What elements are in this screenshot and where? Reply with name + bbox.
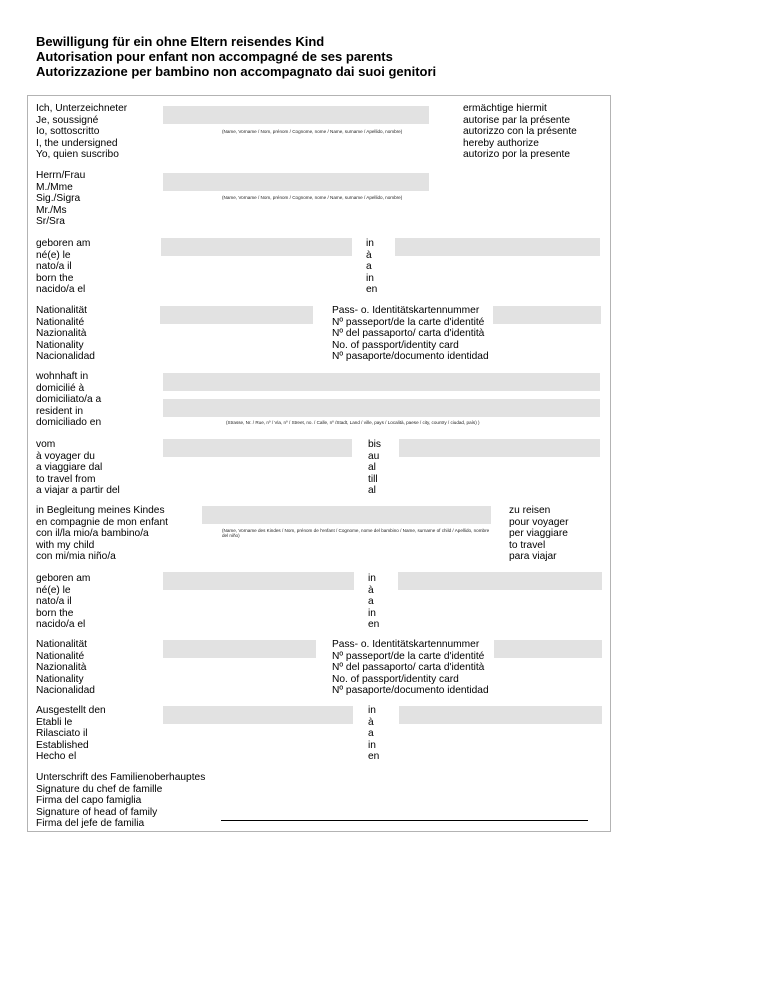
travel-until-label: bis au al till al <box>368 439 382 497</box>
parent-passport-field[interactable] <box>493 306 601 324</box>
guardian-label: Herrn/Frau M./Mme Sig./Sigra Mr./Ms Sr/Sra <box>36 170 86 228</box>
address-hint: (Strasse, Nr. / Rue, nº / Via, nº / Street, no. / Calle, nº /Stadt, Land / ville, pays / Località, paese / city, country / ciudad, país) ) <box>226 420 480 425</box>
undersigned-label: Ich, Unterzeichneter Je, soussigné Io, sottoscritto I, the undersigned Yo, quien suscribo <box>36 103 128 161</box>
child-name-hint: (Name, Vorname des Kindes / Nom, prénom de l'enfant / Cognome, nome del bambino / Name, surname of child / Apellido, nombre del niño) <box>222 528 490 539</box>
title-line-fr: Autorisation pour enfant non accompagné de ses parents <box>36 49 393 64</box>
child-passport-label: Pass- o. Identitätskartennummer Nº passeport/de la carte d'identité Nº del passaporto/ carta d'identità No. of passport/identity card Nº pasaporte/documento identidad <box>332 639 489 697</box>
established-date-field[interactable] <box>163 706 353 724</box>
guardian-name-field[interactable] <box>163 173 429 191</box>
guardian-name-hint: (Name, Vorname / Nom, prénom / Cognome, nome / Name, surname / Apellido, nombre) <box>222 195 403 200</box>
child-passport-field[interactable] <box>494 640 602 658</box>
title-line-it: Autorizzazione per bambino non accompagnato dai suoi genitori <box>36 64 437 79</box>
signature-line[interactable] <box>221 820 588 821</box>
parent-nationality-field[interactable] <box>160 306 313 324</box>
parent-nationality-label: Nationalität Nationalité Nazionalità Nationality Nacionalidad <box>36 305 95 363</box>
child-name-field[interactable] <box>202 506 491 524</box>
parent-born-label: geboren am né(e) le nato/a il born the nacido/a el <box>36 238 91 296</box>
undersigned-name-hint: (Name, Vorname / Nom, prénom / Cognome, nome / Name, surname / Apellido, nombre) <box>222 129 403 134</box>
to-travel-label: zu reisen pour voyager per viaggiare to travel para viajar <box>509 505 569 563</box>
established-label: Ausgestellt den Etabli le Rilasciato il Established Hecho el <box>36 705 106 763</box>
title-line-de: Bewilligung für ein ohne Eltern reisendes Kind <box>36 34 325 49</box>
authorize-label: ermächtige hiermit autorise par la présente autorizzo con la présente hereby authorize autorizo por la presente <box>463 103 577 161</box>
parent-passport-label: Pass- o. Identitätskartennummer Nº passeport/de la carte d'identité Nº del passaporto/ carta d'identità No. of passport/identity card Nº pasaporte/documento identidad <box>332 305 489 363</box>
established-place-field[interactable] <box>399 706 602 724</box>
address-line-2-field[interactable] <box>163 399 600 417</box>
child-nationality-field[interactable] <box>163 640 316 658</box>
parent-birthplace-field[interactable] <box>395 238 600 256</box>
signature-label: Unterschrift des Familienoberhauptes Signature du chef de famille Firma del capo famiglia Signature of head of family Firma del jefe de familia <box>36 772 206 830</box>
travel-until-field[interactable] <box>399 439 600 457</box>
child-born-label: geboren am né(e) le nato/a il born the nacido/a el <box>36 573 91 631</box>
child-nationality-label: Nationalität Nationalité Nazionalità Nationality Nacionalidad <box>36 639 95 697</box>
child-birthplace-in-label: in à a in en <box>368 573 380 631</box>
established-place-in-label: in à a in en <box>368 705 380 763</box>
residence-label: wohnhaft in domicilié à domiciliato/a a resident in domiciliado en <box>36 371 102 429</box>
address-line-1-field[interactable] <box>163 373 600 391</box>
child-birthplace-field[interactable] <box>398 572 602 590</box>
form-title <box>36 34 436 79</box>
undersigned-name-field[interactable] <box>163 106 429 124</box>
travel-from-field[interactable] <box>163 439 352 457</box>
parent-birthdate-field[interactable] <box>161 238 352 256</box>
parent-birthplace-in-label: in à a in en <box>366 238 378 296</box>
travel-from-label: vom à voyager du a viaggiare dal to travel from a viajar a partir del <box>36 439 120 497</box>
child-birthdate-field[interactable] <box>163 572 354 590</box>
accompany-child-label: in Begleitung meines Kindes en compagnie de mon enfant con il/la mio/a bambino/a with my child con mi/mia niño/a <box>36 505 168 563</box>
